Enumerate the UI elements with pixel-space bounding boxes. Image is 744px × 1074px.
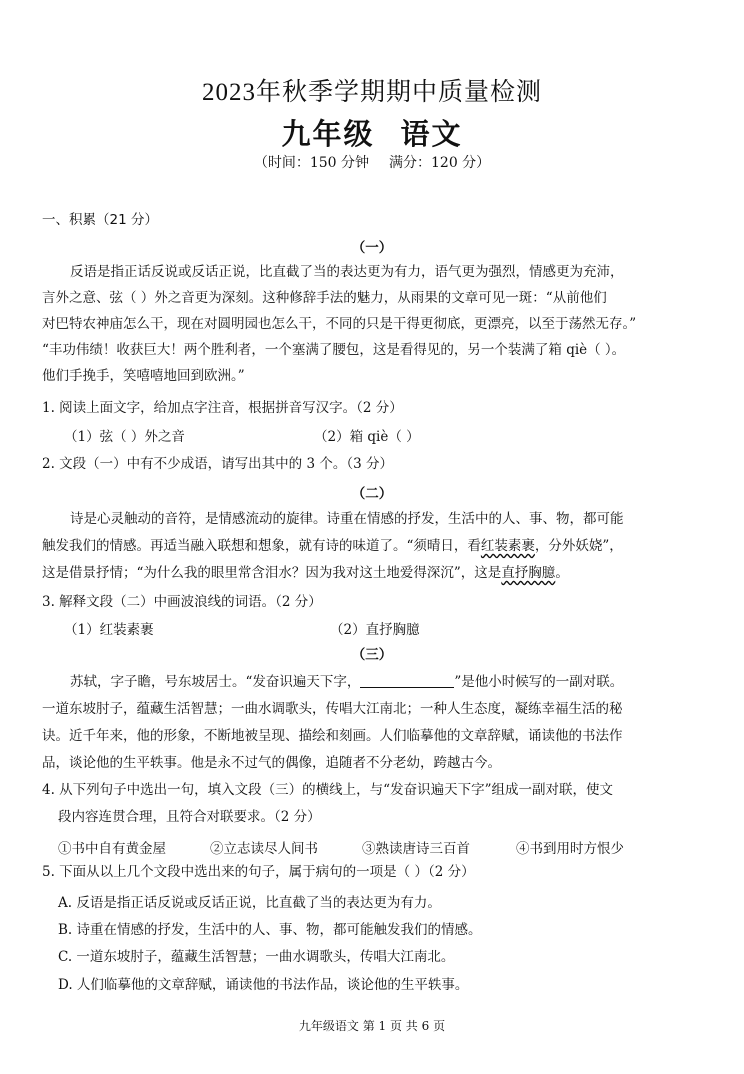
passage-line: 一道东坡肘子，蕴藏生活智慧；一曲水调歌头，传唱大江南北；一种人生态度，凝练幸福生活的秘 [42,701,623,717]
question-5-option: B. 诗重在情感的抒发，生活中的人、事、物，都可能触发我们的情感。 [58,922,482,938]
passage-line: 对巴特农神庙怎么干，现在对圆明园也怎么干，不同的只是干得更彻底，更漂亮，以至于荡然无存。” [42,316,637,332]
part2-passage [42,506,704,587]
question-1-part-b: （2）箱 qiè（ ） [314,429,420,445]
exam-info [0,152,744,172]
question-1-part-a: （1）弦（ ）外之音 [64,429,185,445]
question-4-stem: 4. 从下列句子中选出一句，填入文段（三）的横线上，与“发奋识遍天下字”组成一副对联，使文 [42,782,613,798]
wavy-term-1: 红装素裹 [480,538,535,554]
grade-label: 九年级 [281,117,375,151]
question-5-option: D. 人们临摹他的文章辞赋，诵读他的书法作品，谈论他的生平轶事。 [58,977,469,993]
passage-line: 这是借景抒情；“为什么我的眼里常含泪水？因为我对这土地爱得深沉”，这是直抒胸臆。 [42,565,569,581]
question-4-stem-cont: 段内容连贯合理，且符合对联要求。（2 分） [58,809,321,825]
question-5-stem: 5. 下面从以上几个文段中选出来的句子，属于病句的一项是（ ）（2 分） [42,864,475,880]
part3-passage [42,669,704,777]
part1-passage [42,259,704,389]
passage-line: 反语是指正话反说或反话正说，比直截了当的表达更为有力，语气更为强烈，情感更为充沛， [70,264,624,280]
grade-subject-title [0,112,744,153]
passage-line: 诀。近千年来，他的形象，不断地被呈现、描绘和刻画。人们临摹他的文章辞赋，诵读他的书法作 [42,728,623,744]
part2-label: （二） [351,486,393,502]
question-2-stem: 2. 文段（一）中有不少成语，请写出其中的 3 个。（3 分） [42,456,393,472]
subject-label: 语文 [400,117,463,151]
passage-line: “丰功伟绩！收获巨大！两个胜利者，一个塞满了腰包，这是看得见的，另一个装满了箱 qiè（ ）。 [42,342,626,358]
passage-line: 诗是心灵触动的音符，是情感流动的旋律。诗重在情感的抒发，生活中的人、事、物，都可能 [70,511,624,527]
section-heading: 一、积累（21 分） [42,212,158,228]
passage-line: 触发我们的情感。再适当融入联想和想象，就有诗的味道了。“须晴日，看红装素裹，分外妖娆”， [42,538,623,554]
question-5-option: C. 一道东坡肘子，蕴藏生活智慧；一曲水调歌头，传唱大江南北。 [58,949,455,965]
question-4-option: ①书中自有黄金屋 [58,841,166,857]
question-1-stem: 1. 阅读上面文字，给加点字注音，根据拼音写汉字。（2 分） [42,400,403,416]
time-info: （时间：150 分钟 [253,155,369,171]
wavy-term-2: 直抒胸臆 [501,565,556,581]
passage-line: 言外之意、弦（ ）外之音更为深刻。这种修辞手法的魅力，从雨果的文章可见一斑：“从前他们 [42,290,607,306]
question-4-option: ④书到用时方恨少 [516,841,624,857]
passage-line: 品，谈论他的生平轶事。他是永不过气的偶像，追随者不分老幼，跨越古今。 [42,755,501,771]
question-4-option: ③熟读唐诗三百首 [362,841,470,857]
passage-line: 苏轼，字子瞻，号东坡居士。“发奋识遍天下字， ”是他小时候写的一副对联。 [70,674,624,690]
page-footer: 九年级语文 第 1 页 共 6 页 [298,1019,446,1033]
exam-title: 2023年秋季学期期中质量检测 [201,79,542,106]
question-3-part-a: （1）红装素裹 [64,622,154,638]
fill-blank[interactable] [360,673,454,688]
question-3-part-b: （2）直抒胸臆 [330,622,420,638]
passage-line: 他们手挽手，笑嘻嘻地回到欧洲。” [42,368,245,384]
score-info: 满分：120 分） [389,155,491,171]
question-4-option: ②立志读尽人间书 [210,841,318,857]
question-3-stem: 3. 解释文段（二）中画波浪线的词语。（2 分） [42,594,322,610]
part3-label: （三） [351,647,393,663]
part1-label: （一） [351,240,393,256]
question-5-option: A. 反语是指正话反说或反话正说，比直截了当的表达更为有力。 [58,895,441,911]
